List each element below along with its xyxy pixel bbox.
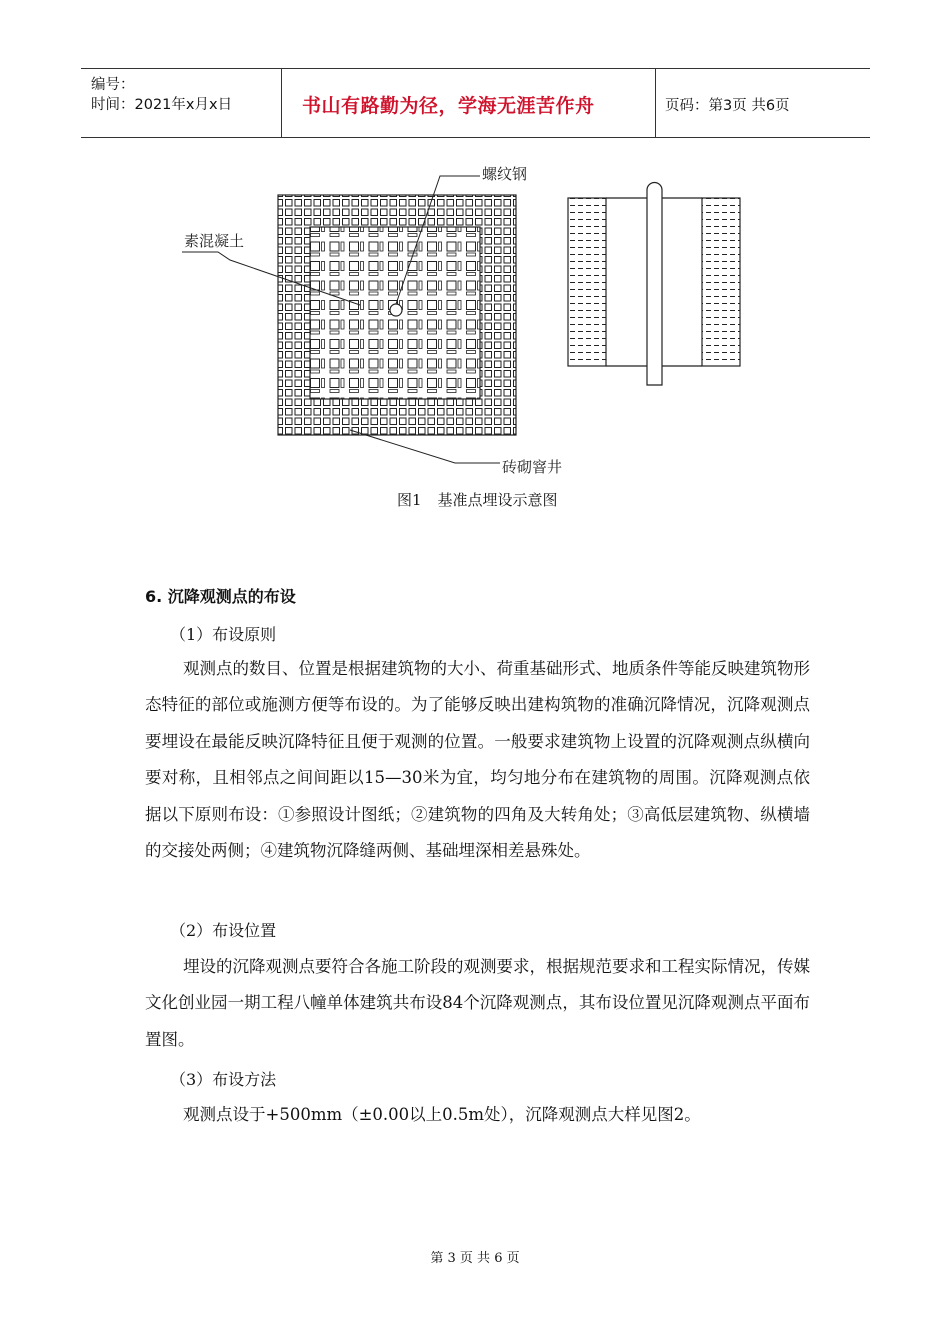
motto-text: 书山有路勤为径，学海无涯苦作舟	[302, 95, 595, 117]
document-header	[81, 68, 870, 138]
benchmark-diagram	[170, 160, 770, 480]
figure-caption	[397, 489, 558, 510]
rebar-label: 螺纹钢	[482, 165, 528, 183]
caption-text: 基准点埋设示意图	[437, 491, 558, 509]
subheading-principle: （1）布设原则	[170, 625, 277, 644]
rebar-circle	[390, 304, 402, 316]
section-heading: 6. 沉降观测点的布设	[145, 587, 296, 606]
page-code: 页码：第3页 共6页	[665, 98, 790, 114]
paragraph-location: 埋设的沉降观测点要符合各施工阶段的观测要求，根据规范要求和工程实际情况，传媒文化创业园一期工程八幢单体建筑共布设84个沉降观测点，其布设位置见沉降观测点平面布置图。	[145, 957, 810, 1049]
time-label: 时间：2021年x月x日	[91, 97, 233, 113]
header-motto-cell	[281, 69, 656, 137]
subheading-method: （3）布设方法	[170, 1070, 277, 1089]
caption-number: 图1	[397, 491, 422, 509]
section-left-fill	[568, 198, 606, 366]
number-label: 编号：	[91, 77, 135, 93]
header-meta	[81, 69, 281, 137]
rebar-section	[647, 183, 662, 386]
page-footer: 第 3 页 共 6 页	[430, 1251, 520, 1266]
subheading-location: （2）布设位置	[170, 921, 277, 940]
paragraph-method: 观测点设于+500mm（±0.00以上0.5m处），沉降观测点大样见图2。	[183, 1105, 701, 1124]
header-page-cell	[655, 69, 870, 137]
well-label: 砖砌窨井	[502, 458, 563, 476]
benchmark-figure	[170, 160, 770, 484]
section-right-fill	[702, 198, 740, 366]
concrete-label: 素混凝土	[184, 232, 245, 250]
paragraph-principle: 观测点的数目、位置是根据建筑物的大小、荷重基础形式、地质条件等能反映建筑物形态特征的部位或施测方便等布设的。为了能够反映出建构筑物的准确沉降情况，沉降观测点要埋设在最能反映沉降特征且便于观测的位置。一般要求建筑物上设置的沉降观测点纵横向要对称，且相邻点之间间距以15—30米为宜，均匀地分布在建筑物的周围。沉降观测点依据以下原则布设：①参照设计图纸；②建筑物的四角及大转角处；③高低层建筑物、纵横墙的交接处两侧；④建筑物沉降缝两侧、基础埋深相差悬殊处。	[145, 659, 810, 861]
